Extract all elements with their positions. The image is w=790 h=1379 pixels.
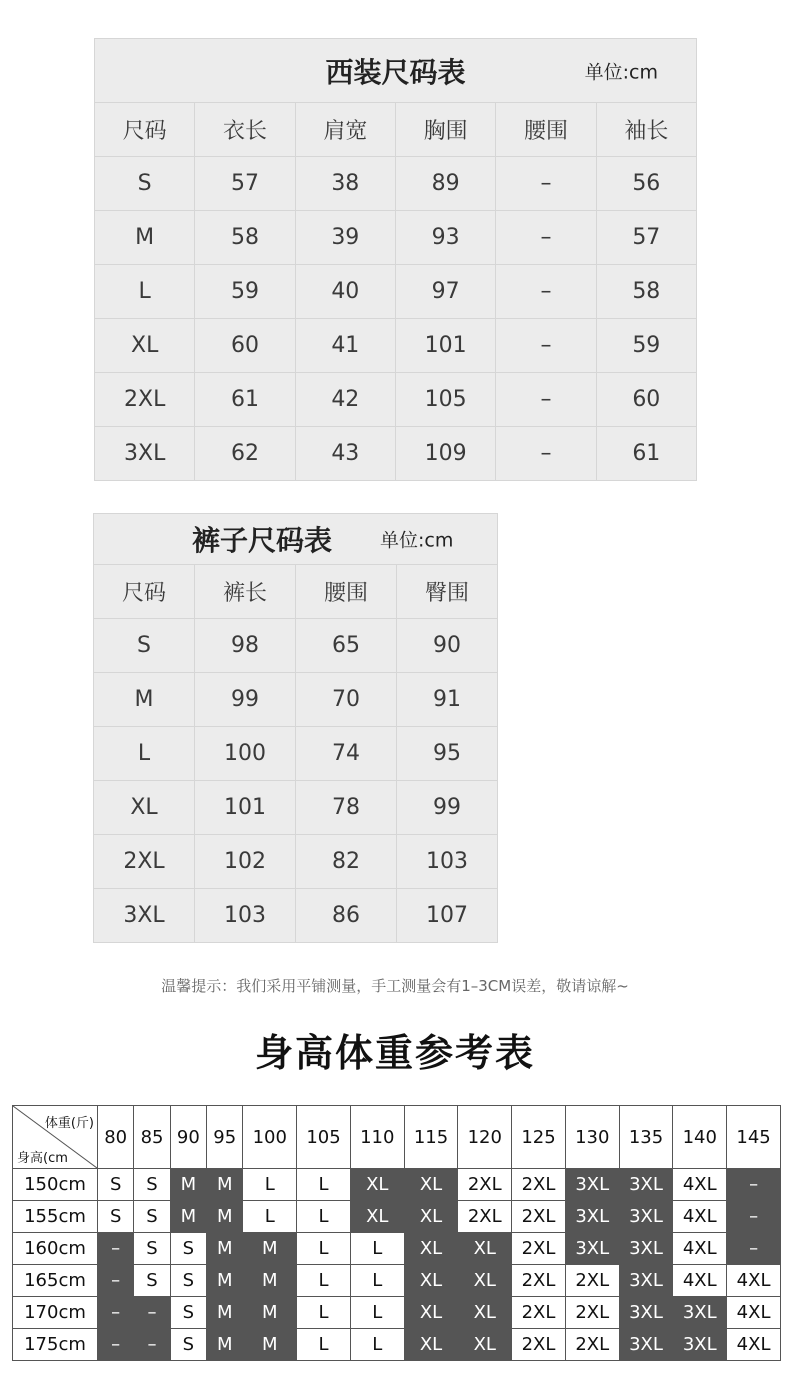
- size-cell: L: [243, 1169, 297, 1201]
- size-cell: 3XL: [673, 1297, 727, 1329]
- size-cell: 4XL: [727, 1265, 781, 1297]
- size-cell: –: [98, 1265, 134, 1297]
- pants-header-row: [94, 565, 498, 619]
- size-cell: S: [170, 1233, 206, 1265]
- reference-row: [13, 1265, 781, 1297]
- suit-table-cell: S: [95, 157, 195, 211]
- suit-table-cell: 101: [395, 319, 495, 373]
- size-cell: 4XL: [673, 1169, 727, 1201]
- pants-header-cell: 裤长: [195, 565, 296, 619]
- suit-table-cell: 43: [295, 427, 395, 481]
- pants-table-row: [94, 727, 498, 781]
- pants-header-cell: 尺码: [94, 565, 195, 619]
- size-cell: L: [350, 1265, 404, 1297]
- suit-header-row: [95, 103, 697, 157]
- height-label-cell: 160cm: [13, 1233, 98, 1265]
- size-cell: L: [297, 1169, 351, 1201]
- height-weight-table: [12, 1105, 781, 1361]
- weight-header-cell: 130: [565, 1106, 619, 1169]
- size-cell: S: [134, 1169, 170, 1201]
- size-cell: 3XL: [565, 1201, 619, 1233]
- size-cell: L: [297, 1265, 351, 1297]
- suit-table-cell: 57: [195, 157, 295, 211]
- suit-table-cell: 59: [596, 319, 696, 373]
- size-cell: M: [207, 1169, 243, 1201]
- size-cell: 4XL: [727, 1329, 781, 1361]
- size-cell: XL: [350, 1169, 404, 1201]
- suit-title-row: [95, 39, 697, 103]
- size-cell: –: [98, 1297, 134, 1329]
- size-cell: 2XL: [458, 1169, 512, 1201]
- suit-table-cell: 93: [395, 211, 495, 265]
- reference-table-body: [13, 1169, 781, 1361]
- pants-table-row: [94, 835, 498, 889]
- size-cell: XL: [404, 1297, 458, 1329]
- size-cell: L: [297, 1297, 351, 1329]
- weight-header-cell: 100: [243, 1106, 297, 1169]
- pants-table-row: [94, 889, 498, 943]
- size-cell: –: [727, 1201, 781, 1233]
- pants-table-cell: 2XL: [94, 835, 195, 889]
- weight-header-cell: 80: [98, 1106, 134, 1169]
- pants-table-cell: 101: [195, 781, 296, 835]
- suit-table-cell: 89: [395, 157, 495, 211]
- weight-header-cell: 145: [727, 1106, 781, 1169]
- suit-header-cell: 衣长: [195, 103, 295, 157]
- suit-table-cell: 105: [395, 373, 495, 427]
- weight-header-cell: 90: [170, 1106, 206, 1169]
- suit-unit-label: 单位:cm: [584, 61, 658, 83]
- weight-header-row: [13, 1106, 781, 1169]
- size-cell: 4XL: [673, 1233, 727, 1265]
- pants-table-cell: 99: [397, 781, 498, 835]
- pants-title-row: [94, 514, 498, 565]
- size-cell: 3XL: [619, 1233, 673, 1265]
- suit-table-cell: –: [496, 373, 596, 427]
- pants-table-cell: 70: [296, 673, 397, 727]
- suit-table-cell: 41: [295, 319, 395, 373]
- weight-header-cell: 85: [134, 1106, 170, 1169]
- pants-table-cell: 86: [296, 889, 397, 943]
- size-cell: S: [134, 1265, 170, 1297]
- reference-row: [13, 1297, 781, 1329]
- size-cell: M: [207, 1297, 243, 1329]
- pants-table-cell: L: [94, 727, 195, 781]
- suit-table-cell: 58: [195, 211, 295, 265]
- size-cell: S: [170, 1297, 206, 1329]
- size-cell: 2XL: [512, 1265, 566, 1297]
- pants-table-body: [94, 619, 498, 943]
- suit-table-cell: –: [496, 319, 596, 373]
- size-cell: L: [297, 1201, 351, 1233]
- size-cell: –: [134, 1329, 170, 1361]
- suit-table-cell: 109: [395, 427, 495, 481]
- size-cell: S: [170, 1265, 206, 1297]
- suit-table-cell: 56: [596, 157, 696, 211]
- suit-table-row: [95, 373, 697, 427]
- size-cell: XL: [458, 1265, 512, 1297]
- weight-header-cell: 120: [458, 1106, 512, 1169]
- pants-table-cell: 95: [397, 727, 498, 781]
- suit-table-cell: –: [496, 211, 596, 265]
- pants-table-cell: 98: [195, 619, 296, 673]
- height-label-cell: 155cm: [13, 1201, 98, 1233]
- pants-table-cell: 102: [195, 835, 296, 889]
- size-cell: M: [170, 1169, 206, 1201]
- suit-table-cell: 58: [596, 265, 696, 319]
- size-cell: –: [727, 1169, 781, 1201]
- suit-table-cell: 97: [395, 265, 495, 319]
- size-cell: M: [170, 1201, 206, 1233]
- pants-table-cell: 103: [195, 889, 296, 943]
- suit-size-table: [94, 38, 697, 481]
- pants-table-cell: 74: [296, 727, 397, 781]
- size-cell: S: [98, 1201, 134, 1233]
- suit-header-cell: 腰围: [496, 103, 596, 157]
- suit-header-cell: 袖长: [596, 103, 696, 157]
- suit-table-cell: 3XL: [95, 427, 195, 481]
- size-cell: 3XL: [565, 1169, 619, 1201]
- suit-table-cell: 39: [295, 211, 395, 265]
- suit-table-row: [95, 319, 697, 373]
- suit-table-body: [95, 157, 697, 481]
- size-cell: 2XL: [512, 1329, 566, 1361]
- pants-table-row: [94, 781, 498, 835]
- suit-table-cell: 57: [596, 211, 696, 265]
- suit-table-cell: M: [95, 211, 195, 265]
- size-cell: XL: [350, 1201, 404, 1233]
- size-cell: L: [243, 1201, 297, 1233]
- size-cell: L: [350, 1329, 404, 1361]
- size-cell: S: [170, 1329, 206, 1361]
- suit-table-cell: 61: [195, 373, 295, 427]
- size-cell: 3XL: [565, 1233, 619, 1265]
- suit-table-cell: 38: [295, 157, 395, 211]
- size-cell: M: [243, 1297, 297, 1329]
- pants-table-cell: 78: [296, 781, 397, 835]
- suit-table-cell: L: [95, 265, 195, 319]
- size-cell: 4XL: [727, 1297, 781, 1329]
- size-cell: 3XL: [619, 1265, 673, 1297]
- pants-size-table: [93, 513, 498, 943]
- reference-row: [13, 1201, 781, 1233]
- pants-table-cell: M: [94, 673, 195, 727]
- suit-table-cell: 62: [195, 427, 295, 481]
- size-cell: XL: [458, 1329, 512, 1361]
- size-cell: M: [207, 1329, 243, 1361]
- suit-table-cell: 60: [195, 319, 295, 373]
- height-label-cell: 150cm: [13, 1169, 98, 1201]
- size-cell: L: [350, 1233, 404, 1265]
- suit-table-row: [95, 427, 697, 481]
- pants-table-cell: 100: [195, 727, 296, 781]
- pants-table-cell: S: [94, 619, 195, 673]
- size-cell: 2XL: [458, 1201, 512, 1233]
- suit-header-cell: 胸围: [395, 103, 495, 157]
- suit-table-cell: XL: [95, 319, 195, 373]
- size-cell: S: [98, 1169, 134, 1201]
- size-cell: L: [297, 1233, 351, 1265]
- suit-table-cell: –: [496, 157, 596, 211]
- suit-table-cell: –: [496, 427, 596, 481]
- height-label-cell: 165cm: [13, 1265, 98, 1297]
- size-cell: 2XL: [565, 1329, 619, 1361]
- size-cell: –: [98, 1329, 134, 1361]
- size-cell: M: [207, 1265, 243, 1297]
- size-cell: 2XL: [512, 1297, 566, 1329]
- weight-header-cell: 95: [207, 1106, 243, 1169]
- weight-header-cell: 125: [512, 1106, 566, 1169]
- pants-header-cell: 腰围: [296, 565, 397, 619]
- reference-row: [13, 1329, 781, 1361]
- size-cell: M: [243, 1233, 297, 1265]
- size-cell: M: [207, 1201, 243, 1233]
- suit-table-cell: 40: [295, 265, 395, 319]
- size-cell: 2XL: [512, 1233, 566, 1265]
- size-cell: 3XL: [619, 1201, 673, 1233]
- pants-table-row: [94, 619, 498, 673]
- weight-header-cell: 110: [350, 1106, 404, 1169]
- weight-header-cell: 135: [619, 1106, 673, 1169]
- weight-header-cell: 105: [297, 1106, 351, 1169]
- size-cell: L: [297, 1329, 351, 1361]
- weight-header-cell: 115: [404, 1106, 458, 1169]
- size-cell: 3XL: [619, 1297, 673, 1329]
- suit-header-cell: 肩宽: [295, 103, 395, 157]
- pants-table-cell: 99: [195, 673, 296, 727]
- suit-table-cell: –: [496, 265, 596, 319]
- reference-row: [13, 1233, 781, 1265]
- suit-table-cell: 42: [295, 373, 395, 427]
- size-cell: 2XL: [512, 1169, 566, 1201]
- pants-table-cell: 82: [296, 835, 397, 889]
- pants-table-title: 裤子尺码表: [192, 524, 333, 557]
- size-cell: XL: [404, 1265, 458, 1297]
- suit-header-cell: 尺码: [95, 103, 195, 157]
- pants-table-cell: XL: [94, 781, 195, 835]
- size-cell: XL: [404, 1233, 458, 1265]
- size-cell: M: [243, 1329, 297, 1361]
- size-cell: M: [207, 1233, 243, 1265]
- suit-table-row: [95, 157, 697, 211]
- suit-table-cell: 59: [195, 265, 295, 319]
- pants-header-cell: 臀围: [397, 565, 498, 619]
- size-cell: 2XL: [565, 1297, 619, 1329]
- size-cell: 4XL: [673, 1201, 727, 1233]
- pants-table-cell: 65: [296, 619, 397, 673]
- size-cell: 3XL: [619, 1329, 673, 1361]
- pants-table-cell: 107: [397, 889, 498, 943]
- size-cell: XL: [458, 1233, 512, 1265]
- measurement-tip: 温馨提示：我们采用平铺测量，手工测量会有1–3CM误差，敬请谅解~: [161, 977, 629, 995]
- height-axis-label: 身高(cm: [17, 1151, 68, 1166]
- size-cell: L: [350, 1297, 404, 1329]
- size-cell: S: [134, 1233, 170, 1265]
- corner-header-cell: [13, 1106, 98, 1169]
- size-cell: 4XL: [673, 1265, 727, 1297]
- size-cell: –: [727, 1233, 781, 1265]
- size-cell: 2XL: [512, 1201, 566, 1233]
- size-cell: XL: [404, 1201, 458, 1233]
- size-cell: –: [98, 1233, 134, 1265]
- pants-title-cell: [94, 514, 498, 565]
- suit-table-cell: 61: [596, 427, 696, 481]
- pants-table-cell: 90: [397, 619, 498, 673]
- reference-title: 身高体重参考表: [254, 1031, 535, 1075]
- weight-header-cell: 140: [673, 1106, 727, 1169]
- size-cell: XL: [404, 1329, 458, 1361]
- size-cell: 2XL: [565, 1265, 619, 1297]
- pants-table-cell: 91: [397, 673, 498, 727]
- weight-axis-label: 体重(斤): [44, 1116, 94, 1131]
- pants-unit-label: 单位:cm: [380, 529, 454, 552]
- height-label-cell: 170cm: [13, 1297, 98, 1329]
- size-cell: –: [134, 1297, 170, 1329]
- suit-table-title: 西装尺码表: [325, 55, 466, 89]
- size-cell: S: [134, 1201, 170, 1233]
- pants-table-row: [94, 673, 498, 727]
- suit-table-row: [95, 211, 697, 265]
- height-label-cell: 175cm: [13, 1329, 98, 1361]
- suit-table-row: [95, 265, 697, 319]
- reference-row: [13, 1169, 781, 1201]
- size-cell: XL: [404, 1169, 458, 1201]
- size-cell: M: [243, 1265, 297, 1297]
- suit-title-cell: [95, 39, 697, 103]
- pants-table-cell: 3XL: [94, 889, 195, 943]
- pants-table-cell: 103: [397, 835, 498, 889]
- suit-table-cell: 2XL: [95, 373, 195, 427]
- size-cell: 3XL: [673, 1329, 727, 1361]
- suit-table-cell: 60: [596, 373, 696, 427]
- size-cell: 3XL: [619, 1169, 673, 1201]
- size-cell: XL: [458, 1297, 512, 1329]
